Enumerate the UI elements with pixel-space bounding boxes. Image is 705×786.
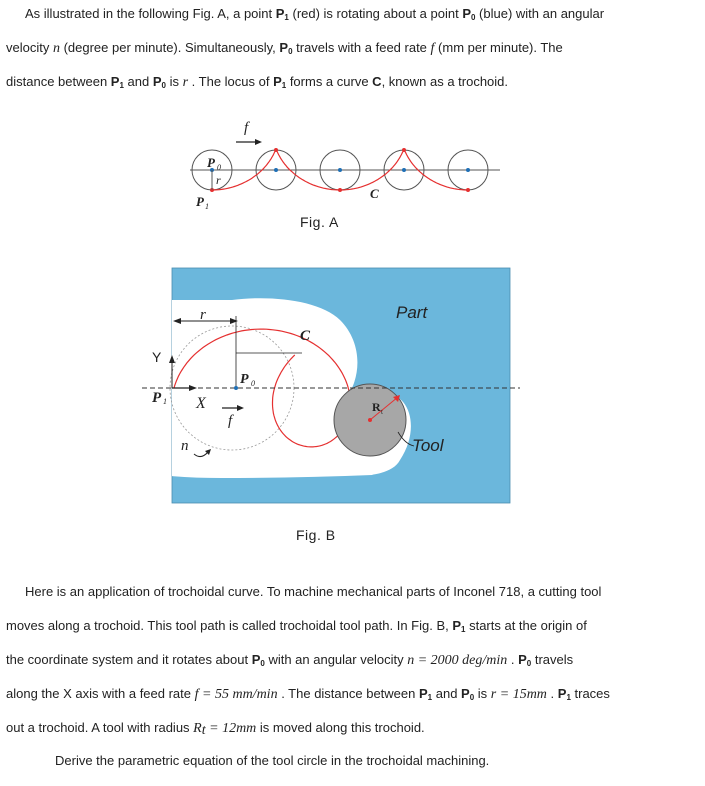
text: . The locus of [188, 74, 274, 89]
c-symbol: C [372, 74, 382, 89]
text: with an angular velocity [264, 652, 408, 667]
p1-sub: 1 [281, 81, 287, 90]
fig-a-label-c: C [370, 186, 379, 201]
text: the coordinate system and it rotates about [6, 652, 252, 667]
p1-symbol: P [273, 74, 282, 89]
fig-b-p0-dot [234, 386, 238, 390]
text: out a trochoid. A tool with radius [6, 720, 194, 735]
fig-b-label-r: r [200, 307, 206, 323]
fig-b-label-y: Y [152, 349, 162, 365]
fig-b-label-p0: P [240, 372, 249, 387]
p1-symbol: P [452, 618, 462, 633]
fig-b-label-p1-sub: 1 [163, 397, 167, 406]
rt-sub: t [201, 723, 206, 738]
rt-equation: = 12mm [205, 721, 257, 736]
fig-a-label-p0: P [207, 155, 215, 170]
p0-sub: 0 [469, 693, 475, 702]
text: , known as a trochoid. [381, 74, 509, 89]
fig-a-label-p0-sub: 0 [217, 163, 221, 172]
text: is moved along this trochoid. [256, 720, 425, 735]
p0-symbol: P [279, 40, 289, 55]
fig-b-label-rt-sub: t [381, 408, 383, 416]
p0-symbol: P [518, 652, 527, 667]
fig-a-caption: Fig. A [300, 214, 339, 230]
p0-sub: 0 [470, 13, 476, 22]
fig-b-label-part: Part [396, 303, 428, 322]
text: moves along a trochoid. This tool path is called trochoidal tool path. In Fig. B, [6, 618, 453, 633]
n-equation: n = 2000 deg/min [407, 653, 508, 668]
text: . [507, 652, 519, 667]
fig-b-label-p1: P [152, 390, 162, 406]
fig-b-label-f: f [228, 413, 233, 429]
f-equation: f = 55 mm/min [194, 687, 278, 702]
p0-symbol: P [462, 6, 471, 21]
text: (mm per minute). The [434, 40, 563, 55]
p0-symbol: P [251, 652, 261, 667]
text: (blue) with an angular [475, 6, 605, 21]
application-line-5 [6, 721, 425, 738]
p1-sub: 1 [566, 693, 571, 702]
p0-sub: 0 [260, 659, 265, 668]
text: (red) is rotating about a point [288, 6, 463, 21]
application-line-1: Here is an application of trochoidal curve. To machine mechanical parts of Inconel 718, a cutting tool [25, 584, 602, 599]
p1-symbol: P [275, 6, 285, 21]
p0-sub: 0 [526, 659, 532, 668]
text: (degree per minute). Simultaneously, [59, 40, 280, 55]
fig-b-label-p0-sub: 0 [251, 379, 255, 388]
text: is [165, 74, 183, 89]
fig-b-label-c: C [300, 328, 311, 344]
fig-b-label-x: X [196, 395, 206, 412]
p1-symbol: P [419, 686, 428, 701]
p1-symbol: P [110, 74, 120, 89]
text: distance between [6, 74, 111, 89]
fig-b-caption: Fig. B [296, 527, 336, 543]
application-line-2 [6, 619, 587, 637]
p0-symbol: P [152, 74, 162, 89]
p0-symbol: P [461, 686, 470, 701]
fig-b-label-n: n [181, 438, 189, 454]
text: forms a curve [286, 74, 373, 89]
p1-symbol: P [557, 686, 567, 701]
question: Derive the parametric equation of the tool circle in the trochoidal machining. [55, 753, 490, 768]
text: traces [570, 686, 610, 701]
fig-a-label-p1-sub: 1 [205, 202, 209, 211]
fig-b-label-rt: R [372, 400, 381, 414]
p1-sub: 1 [461, 625, 466, 634]
r-symbol: r [182, 75, 189, 90]
text: along the X axis with a feed rate [6, 686, 195, 701]
text: travels [531, 652, 574, 667]
text: and [432, 686, 462, 701]
text: starts at the origin of [465, 618, 587, 633]
application-line-4 [6, 687, 610, 705]
n-symbol: n [52, 41, 60, 56]
text: velocity [6, 40, 53, 55]
text: As illustrated in the following Fig. A, a point [25, 6, 276, 21]
text: is [474, 686, 491, 701]
p0-sub: 0 [288, 47, 293, 56]
application-line-3 [6, 653, 573, 671]
p1-sub: 1 [427, 693, 433, 702]
f-symbol: f [430, 41, 435, 56]
rt-symbol: R [193, 721, 202, 736]
text: . [546, 686, 558, 701]
p1-sub: 1 [284, 13, 289, 22]
r-equation: r = 15mm [490, 687, 547, 702]
text: . The distance between [277, 686, 419, 701]
fig-b-label-tool: Tool [412, 436, 444, 455]
fig-a-label-p1: P [196, 194, 204, 209]
fig-a-label-f: f [244, 120, 249, 136]
text: and [123, 74, 153, 89]
p0-sub: 0 [161, 81, 166, 90]
text: travels with a feed rate [292, 40, 431, 55]
fig-a-label-r: r [216, 173, 221, 187]
p1-sub: 1 [119, 81, 124, 90]
